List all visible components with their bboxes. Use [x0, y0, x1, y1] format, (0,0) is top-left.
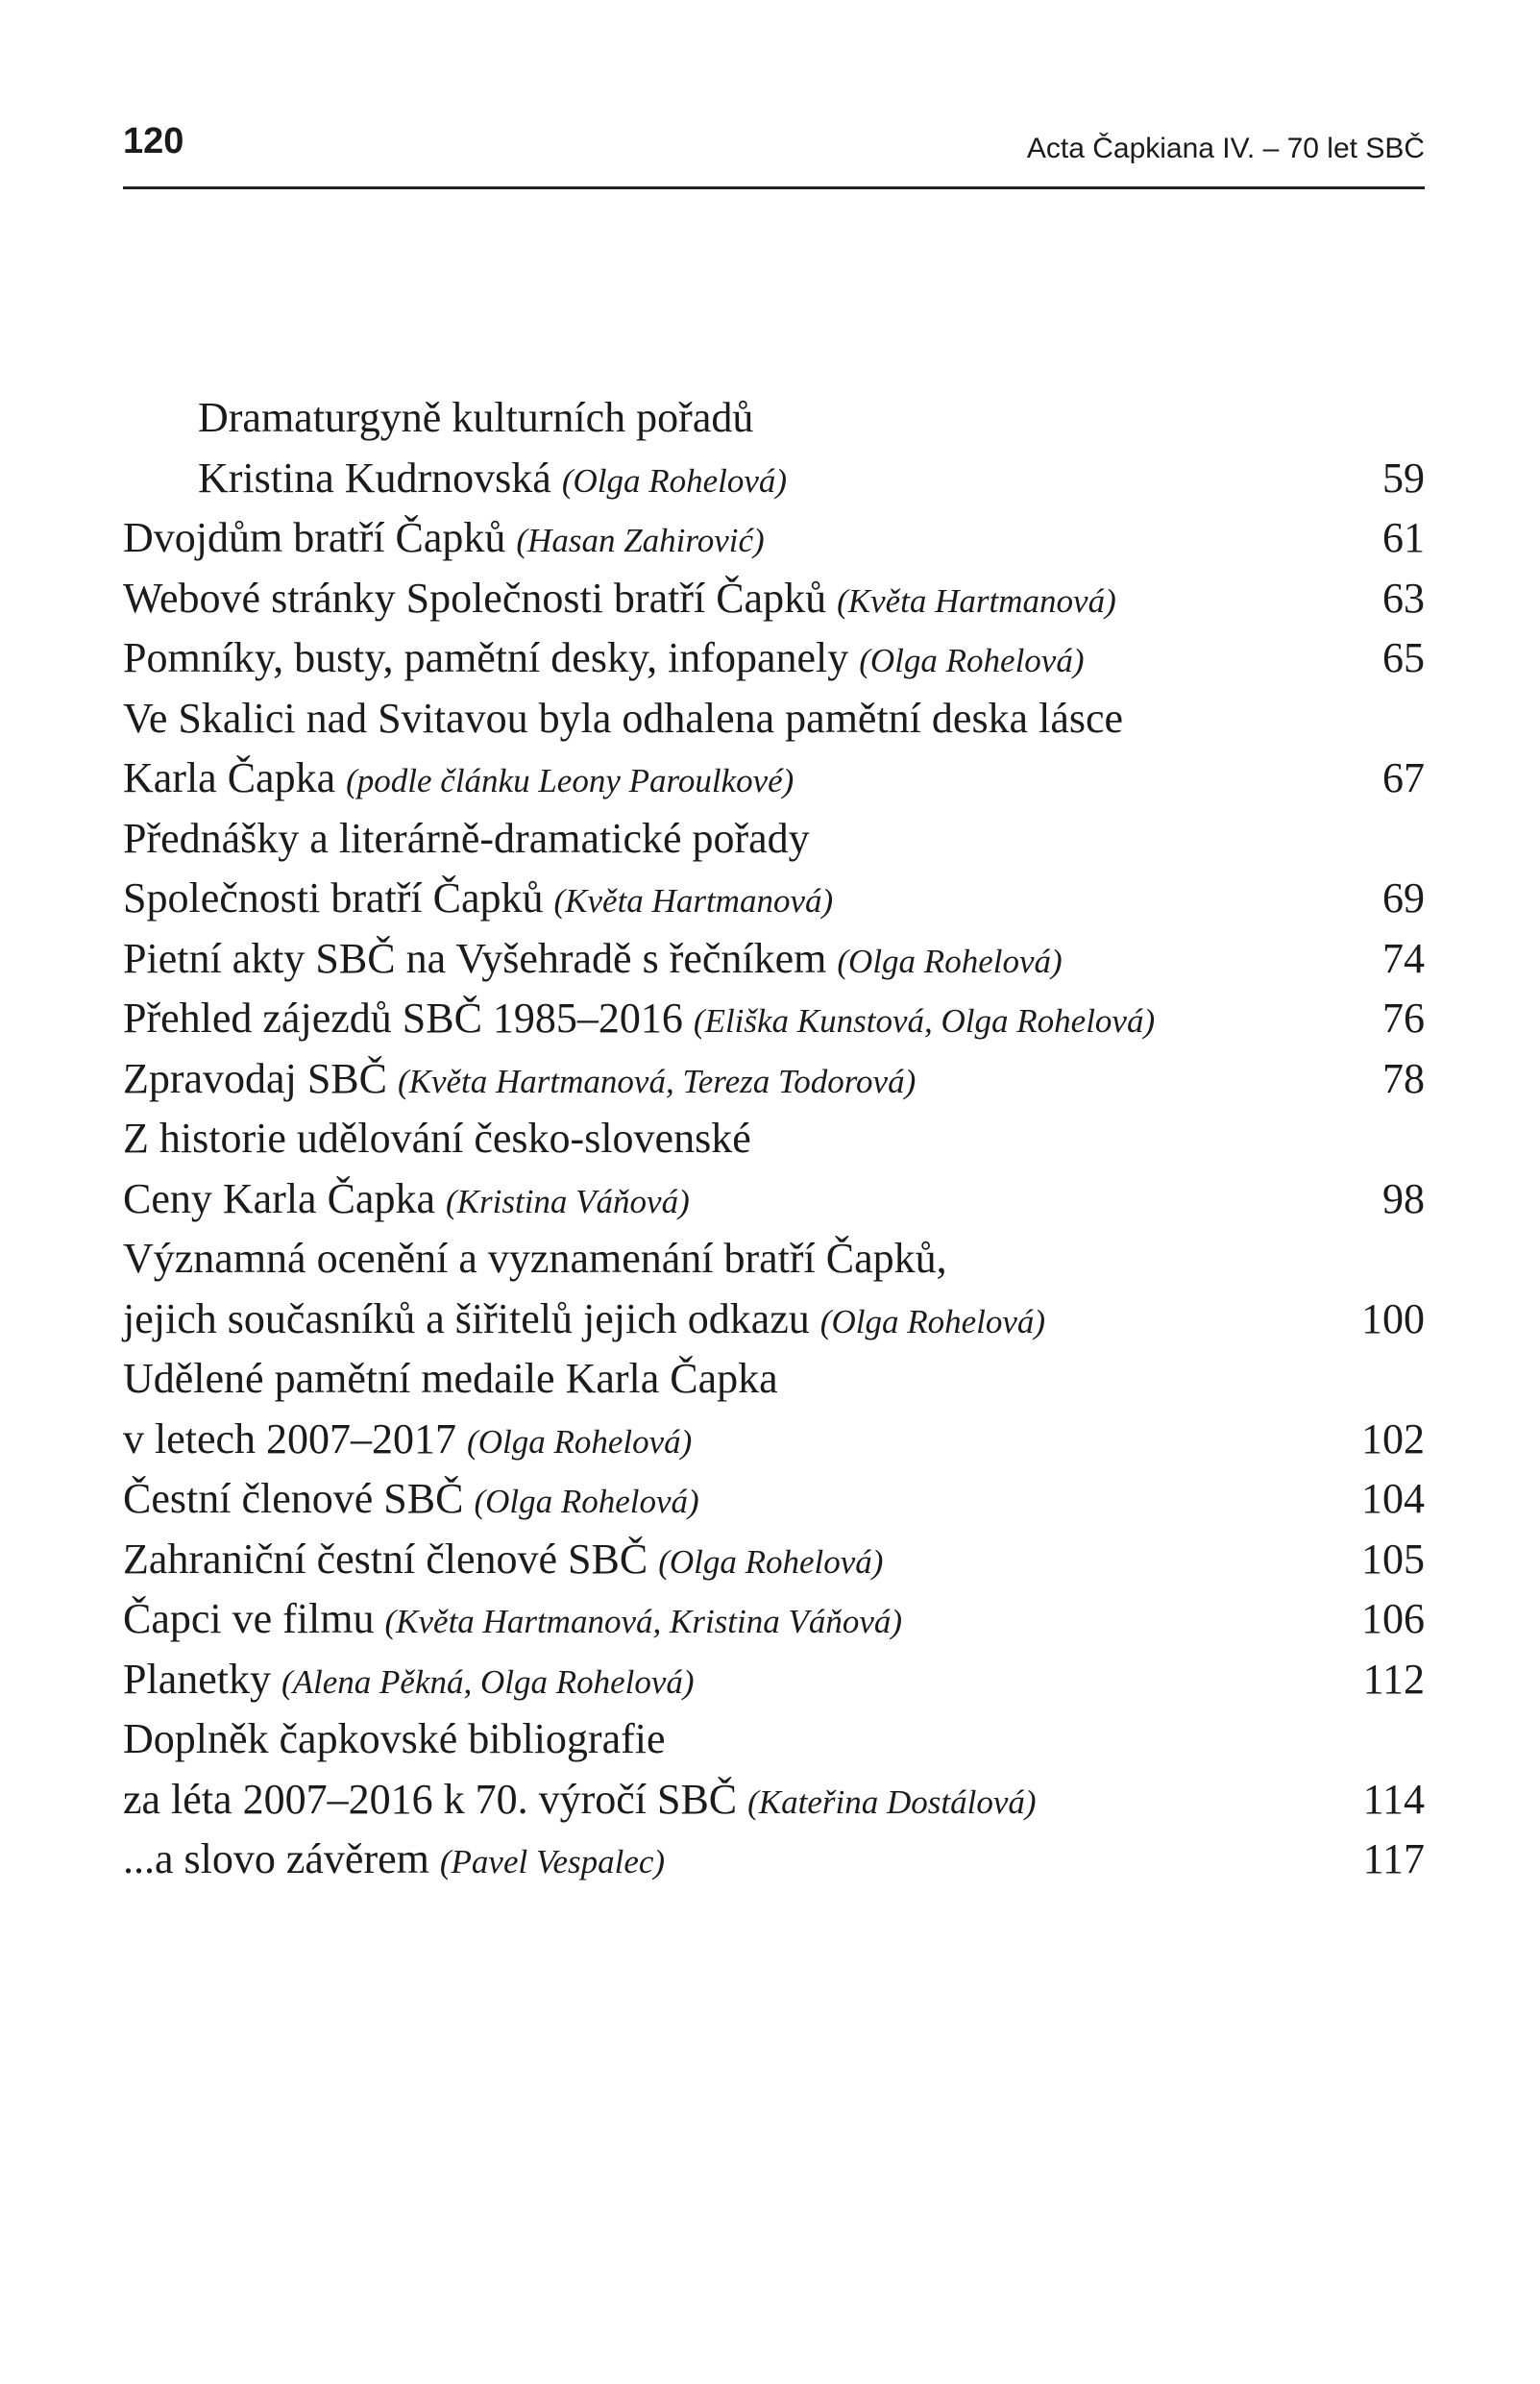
toc-entry	[123, 1169, 1425, 1230]
toc-entry-title: Přehled zájezdů SBČ 1985–2016	[123, 995, 683, 1042]
toc-entry-page-number: 61	[1382, 514, 1425, 561]
toc-entry-page-number: 78	[1382, 1054, 1425, 1102]
toc-entry-title: Ceny Karla Čapka	[123, 1174, 435, 1222]
toc-entry-title: Planetky	[123, 1655, 271, 1703]
toc-entry	[123, 1770, 1425, 1831]
toc-entry-page-number: 100	[1361, 1294, 1425, 1342]
toc-entry-title: Kristina Kudrnovská	[198, 454, 551, 502]
toc-entry-author: (Květa Hartmanová)	[553, 882, 834, 920]
toc-entry-author: (Olga Rohelová)	[467, 1422, 693, 1461]
toc-entry	[123, 449, 1425, 509]
toc-entry-page-number: 112	[1362, 1655, 1425, 1703]
toc-entry-title: Čapci ve filmu	[123, 1595, 375, 1642]
toc-entry	[123, 989, 1425, 1049]
toc-entry-author: (Květa Hartmanová, Kristina Váňová)	[384, 1603, 903, 1640]
toc-entry	[123, 569, 1425, 629]
toc-entry-author: (Alena Pěkná, Olga Rohelová)	[281, 1662, 695, 1701]
toc-entry-title: Přednášky a literárně-dramatické pořady	[123, 814, 810, 862]
toc-entry-title: jejich současníků a šiřitelů jejich odkazu	[123, 1294, 810, 1342]
toc-entry	[123, 749, 1425, 809]
toc-entry-author: (Pavel Vespalec)	[439, 1843, 666, 1880]
toc-entry-page-number: 98	[1382, 1174, 1425, 1222]
toc-entry	[123, 1830, 1425, 1890]
toc-entry-title: Doplněk čapkovské bibliografie	[123, 1715, 666, 1762]
toc-entry-title: Z historie udělování česko-slovenské	[123, 1115, 751, 1162]
running-head: Acta Čapkiana IV. – 70 let SBČ	[1026, 133, 1425, 164]
toc-entry-author: (Olga Rohelová)	[837, 942, 1063, 980]
toc-entry	[123, 1530, 1425, 1590]
toc-entry-author: (Kristina Váňová)	[446, 1182, 690, 1220]
toc-entry-title: Zpravodaj SBČ	[123, 1054, 387, 1102]
toc-entry-author: (Kateřina Dostálová)	[747, 1782, 1037, 1821]
toc-entry	[123, 689, 1425, 750]
toc-entry-author: (Olga Rohelová)	[859, 642, 1085, 679]
toc-entry-page-number: 76	[1382, 995, 1425, 1042]
toc-entry	[123, 1650, 1425, 1710]
toc-entry-title: Ve Skalici nad Svitavou byla odhalena pamětní deska lásce	[123, 694, 1124, 742]
toc-entry-title: Dvojdům bratří Čapků	[123, 514, 506, 561]
toc-entry-title: Pomníky, busty, pamětní desky, infopanely	[123, 634, 849, 681]
toc-entry-page-number: 74	[1382, 934, 1425, 982]
toc-entry	[123, 929, 1425, 990]
toc-entry-page-number: 69	[1382, 874, 1425, 922]
toc-entry-author: (Olga Rohelová)	[819, 1302, 1046, 1340]
toc-entry-page-number: 117	[1362, 1835, 1425, 1882]
toc-entry-title: Čestní členové SBČ	[123, 1475, 464, 1522]
toc-entry-author: (Olga Rohelová)	[561, 461, 788, 500]
toc-entry-title: Významná ocenění a vyznamenání bratří Čapků,	[123, 1235, 947, 1282]
toc-entry-page-number: 106	[1361, 1595, 1425, 1642]
toc-entry-author: (podle článku Leony Paroulkové)	[346, 762, 794, 799]
toc-entry	[123, 508, 1425, 569]
toc-entry-title: ...a slovo závěrem	[123, 1835, 429, 1882]
toc-entry-page-number: 102	[1361, 1414, 1425, 1462]
toc-entry-title: Udělené pamětní medaile Karla Čapka	[123, 1355, 778, 1402]
toc-entry-title: v letech 2007–2017	[123, 1414, 457, 1462]
toc-entry-author: (Olga Rohelová)	[474, 1483, 699, 1520]
toc-entry	[123, 1290, 1425, 1350]
toc-entry-title: Webové stránky Společnosti bratří Čapků	[123, 574, 827, 622]
toc-entry	[123, 1410, 1425, 1470]
toc-entry-page-number: 104	[1361, 1475, 1425, 1522]
toc-entry-author: (Olga Rohelová)	[658, 1542, 884, 1581]
toc-entry-title: za léta 2007–2016 k 70. výročí SBČ	[123, 1775, 738, 1823]
toc-entry	[123, 809, 1425, 870]
toc-entry-page-number: 59	[1382, 454, 1425, 502]
toc-entry	[123, 1469, 1425, 1530]
toc-entry	[123, 1349, 1425, 1410]
page-header	[123, 113, 1425, 189]
toc-entry	[123, 1589, 1425, 1650]
toc-entry-title: Dramaturgyně kulturních pořadů	[198, 394, 754, 441]
toc-entry-title: Společnosti bratří Čapků	[123, 874, 544, 922]
toc-entry	[123, 869, 1425, 929]
toc-entry-page-number: 105	[1361, 1535, 1425, 1583]
toc-entry-page-number: 114	[1362, 1775, 1425, 1823]
toc-entry	[123, 628, 1425, 689]
toc-entry-author: (Květa Hartmanová)	[837, 581, 1116, 620]
toc-entry-page-number: 67	[1382, 754, 1425, 801]
toc-entry	[123, 1709, 1425, 1770]
toc-entry-page-number: 63	[1382, 574, 1425, 622]
toc-entry-author: (Eliška Kunstová, Olga Rohelová)	[693, 1002, 1156, 1040]
toc-entry-page-number: 65	[1382, 634, 1425, 681]
toc-entry	[123, 1109, 1425, 1169]
toc-entry-author: (Květa Hartmanová, Tereza Todorová)	[397, 1062, 917, 1100]
toc-entry	[123, 1229, 1425, 1290]
toc-entry	[123, 388, 1425, 449]
toc-entry-title: Pietní akty SBČ na Vyšehradě s řečníkem	[123, 934, 827, 982]
toc-entry-author: (Hasan Zahirović)	[516, 522, 765, 559]
toc-entry	[123, 1049, 1425, 1110]
toc-entry-title: Karla Čapka	[123, 754, 336, 801]
page-number: 120	[123, 121, 184, 161]
table-of-contents	[123, 388, 1425, 1890]
toc-entry-title: Zahraniční čestní členové SBČ	[123, 1535, 648, 1583]
